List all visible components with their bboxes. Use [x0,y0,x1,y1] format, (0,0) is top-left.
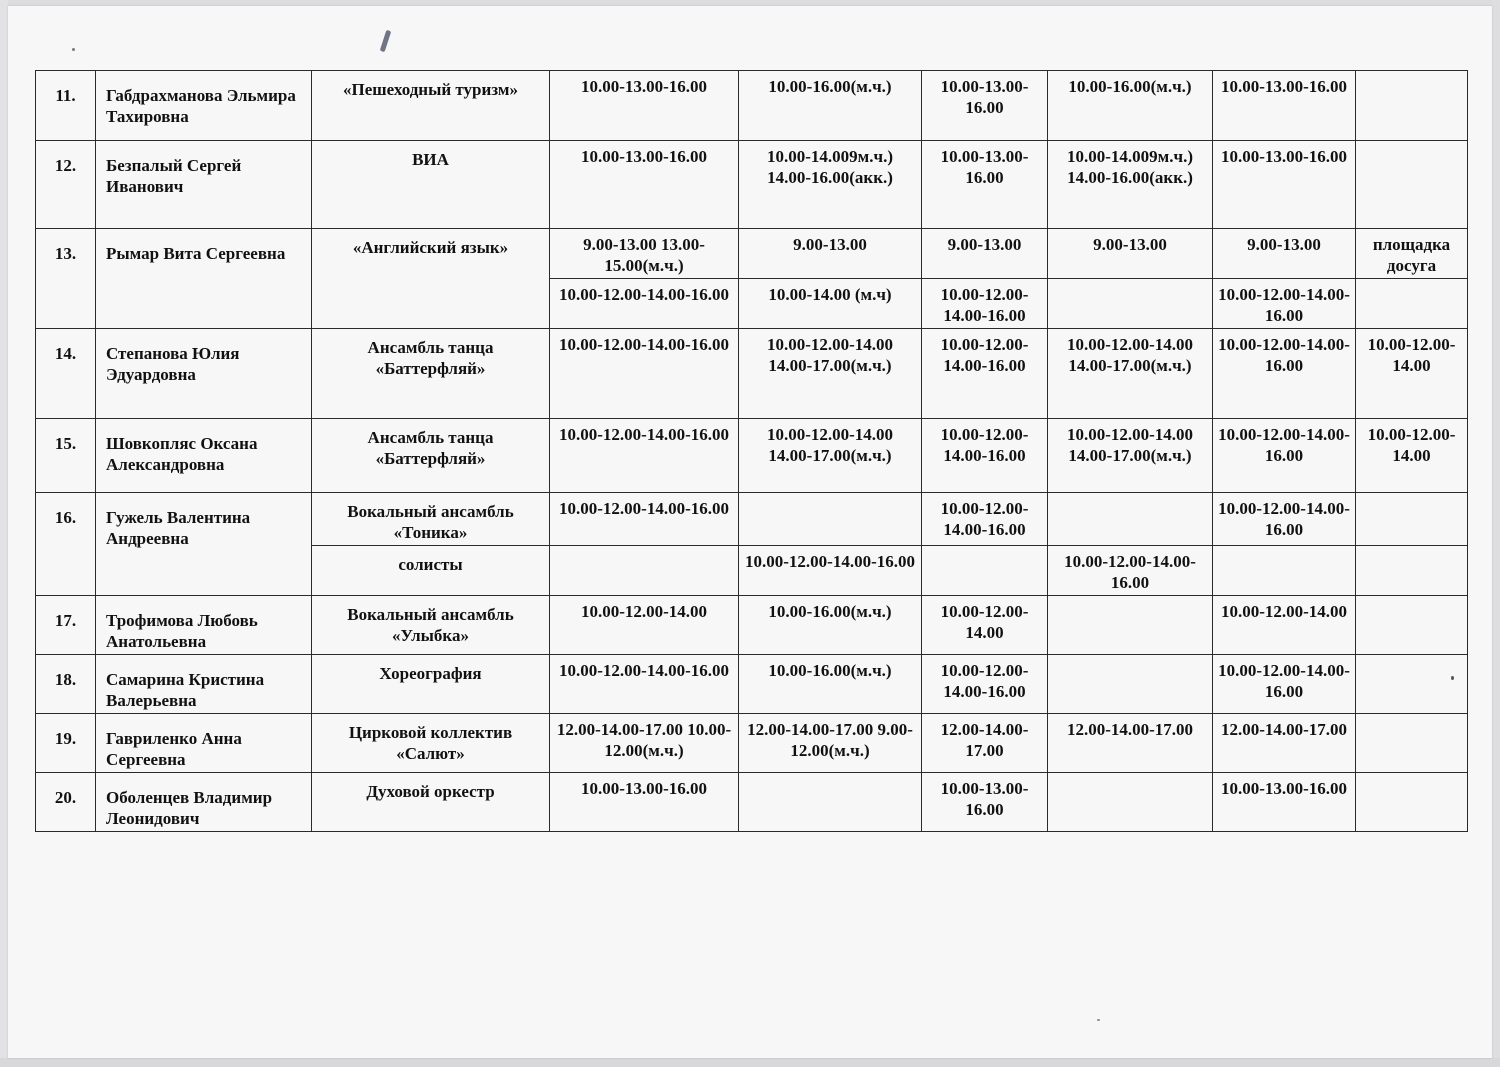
schedule-cell: 10.00-12.00-14.00-16.00 [550,279,739,329]
scan-border-bottom [0,1058,1500,1067]
table-row [36,493,1468,546]
schedule-cell [1356,596,1468,655]
schedule-cell: 10.00-12.00-14.00 [1356,329,1468,419]
schedule-cell [1356,546,1468,596]
schedule-cell: 10.00-12.00-14.00-16.00 [550,655,739,714]
teacher-name: Степанова Юлия Эдуардовна [96,329,312,419]
circle-name: Хореография [312,655,550,714]
schedule-cell: 9.00-13.00 13.00-15.00(м.ч.) [550,229,739,279]
teacher-name: Самарина Кристина Валерьевна [96,655,312,714]
table-row [36,229,1468,279]
table-row [36,596,1468,655]
teacher-name: Габдрахманова Эльмира Тахировна [96,71,312,141]
schedule-cell: 10.00-13.00-16.00 [550,141,739,229]
teacher-name: Шовкопляс Оксана Александровна [96,419,312,493]
schedule-cell: 9.00-13.00 [922,229,1048,279]
schedule-cell: 10.00-12.00-14.00 14.00-17.00(м.ч.) [739,329,922,419]
schedule-cell [1048,773,1213,832]
schedule-cell [739,493,922,546]
schedule-cell: 10.00-13.00-16.00 [550,71,739,141]
schedule-cell: 10.00-12.00-14.00-16.00 [922,655,1048,714]
schedule-cell [1213,546,1356,596]
schedule-cell [1048,493,1213,546]
schedule-cell [1048,655,1213,714]
schedule-cell [1356,71,1468,141]
schedule-cell: 10.00-12.00-14.00-16.00 [1213,419,1356,493]
schedule-cell: 10.00-13.00-16.00 [1213,773,1356,832]
table-row [36,655,1468,714]
schedule-cell [550,546,739,596]
circle-name: ВИА [312,141,550,229]
circle-name: солисты [312,546,550,596]
schedule-cell: 10.00-12.00-14.00-16.00 [1213,329,1356,419]
circle-name: Вокальный ансамбль «Улыбка» [312,596,550,655]
row-number: 19. [36,714,96,773]
row-number: 15. [36,419,96,493]
schedule-cell: 10.00-12.00-14.00-16.00 [922,329,1048,419]
table-row [36,71,1468,141]
row-number: 20. [36,773,96,832]
schedule-cell [922,546,1048,596]
table-row [36,329,1468,419]
circle-name: «Английский язык» [312,229,550,329]
row-number: 14. [36,329,96,419]
schedule-cell: 9.00-13.00 [1048,229,1213,279]
schedule-cell: 10.00-13.00-16.00 [550,773,739,832]
schedule-cell: 10.00-12.00-14.00 [922,596,1048,655]
schedule-cell: 10.00-13.00-16.00 [922,71,1048,141]
schedule-cell [1356,714,1468,773]
schedule-cell: 12.00-14.00-17.00 [922,714,1048,773]
row-number: 11. [36,71,96,141]
circle-name: Ансамбль танца «Баттерфляй» [312,329,550,419]
teacher-name: Гужель Валентина Андреевна [96,493,312,596]
row-number: 13. [36,229,96,329]
schedule-cell: 9.00-13.00 [1213,229,1356,279]
row-number: 16. [36,493,96,596]
schedule-cell: 10.00-12.00-14.00 14.00-17.00(м.ч.) [739,419,922,493]
schedule-cell: 10.00-12.00-14.00-16.00 [550,329,739,419]
schedule-cell: 10.00-13.00-16.00 [1213,141,1356,229]
circle-name: Ансамбль танца «Баттерфляй» [312,419,550,493]
schedule-cell: 10.00-12.00-14.00 14.00-17.00(м.ч.) [1048,329,1213,419]
circle-name: «Пешеходный туризм» [312,71,550,141]
schedule-cell: площадка досуга [1356,229,1468,279]
scan-speck [1097,1019,1100,1021]
schedule-cell: 10.00-13.00-16.00 [1213,71,1356,141]
schedule-cell: 10.00-12.00-14.00-16.00 [550,493,739,546]
schedule-cell: 10.00-14.009м.ч.) 14.00-16.00(акк.) [1048,141,1213,229]
schedule-cell: 10.00-12.00-14.00-16.00 [922,419,1048,493]
schedule-cell: 10.00-12.00-14.00-16.00 [1213,493,1356,546]
schedule-cell [1356,773,1468,832]
schedule-table [35,70,1468,832]
row-number: 12. [36,141,96,229]
schedule-cell: 10.00-16.00(м.ч.) [1048,71,1213,141]
schedule-cell: 10.00-13.00-16.00 [922,141,1048,229]
scan-border-left [0,0,8,1067]
schedule-cell: 10.00-12.00-14.00-16.00 [1213,279,1356,329]
schedule-cell: 12.00-14.00-17.00 10.00-12.00(м.ч.) [550,714,739,773]
schedule-cell [739,773,922,832]
circle-name: Духовой оркестр [312,773,550,832]
table-row [36,773,1468,832]
schedule-cell: 10.00-14.00 (м.ч) [739,279,922,329]
schedule-cell [1048,596,1213,655]
schedule-cell: 10.00-13.00-16.00 [922,773,1048,832]
schedule-cell: 12.00-14.00-17.00 [1048,714,1213,773]
schedule-cell: 10.00-12.00-14.00-16.00 [1213,655,1356,714]
schedule-cell [1356,493,1468,546]
schedule-cell: 10.00-12.00-14.00 14.00-17.00(м.ч.) [1048,419,1213,493]
teacher-name: Оболенцев Владимир Леонидович [96,773,312,832]
teacher-name: Рымар Вита Сергеевна [96,229,312,329]
schedule-cell: 10.00-12.00-14.00-16.00 [922,493,1048,546]
table-row [36,714,1468,773]
scan-border-right [1492,0,1500,1067]
table-row [36,141,1468,229]
row-number: 18. [36,655,96,714]
circle-name: Вокальный ансамбль «Тоника» [312,493,550,546]
scan-speck [72,48,75,51]
schedule-cell: 10.00-12.00-14.00-16.00 [922,279,1048,329]
schedule-cell: 10.00-12.00-14.00-16.00 [1048,546,1213,596]
schedule-cell: 12.00-14.00-17.00 [1213,714,1356,773]
schedule-cell [1356,279,1468,329]
schedule-cell: 12.00-14.00-17.00 9.00-12.00(м.ч.) [739,714,922,773]
schedule-cell: 10.00-16.00(м.ч.) [739,596,922,655]
teacher-name: Трофимова Любовь Анатольевна [96,596,312,655]
schedule-cell [1048,279,1213,329]
schedule-cell: 10.00-16.00(м.ч.) [739,655,922,714]
schedule-cell: 9.00-13.00 [739,229,922,279]
schedule-cell: 10.00-12.00-14.00-16.00 [739,546,922,596]
circle-name: Цирковой коллектив «Салют» [312,714,550,773]
schedule-cell [1356,141,1468,229]
schedule-cell: 10.00-12.00-14.00-16.00 [550,419,739,493]
table-row [36,419,1468,493]
row-number: 17. [36,596,96,655]
schedule-cell: 10.00-16.00(м.ч.) [739,71,922,141]
schedule-cell: 10.00-12.00-14.00 [550,596,739,655]
schedule-cell: 10.00-14.009м.ч.) 14.00-16.00(акк.) [739,141,922,229]
teacher-name: Гавриленко Анна Сергеевна [96,714,312,773]
teacher-name: Безпалый Сергей Иванович [96,141,312,229]
schedule-cell: 10.00-12.00-14.00 [1356,419,1468,493]
schedule-cell: 10.00-12.00-14.00 [1213,596,1356,655]
schedule-cell [1356,655,1468,714]
